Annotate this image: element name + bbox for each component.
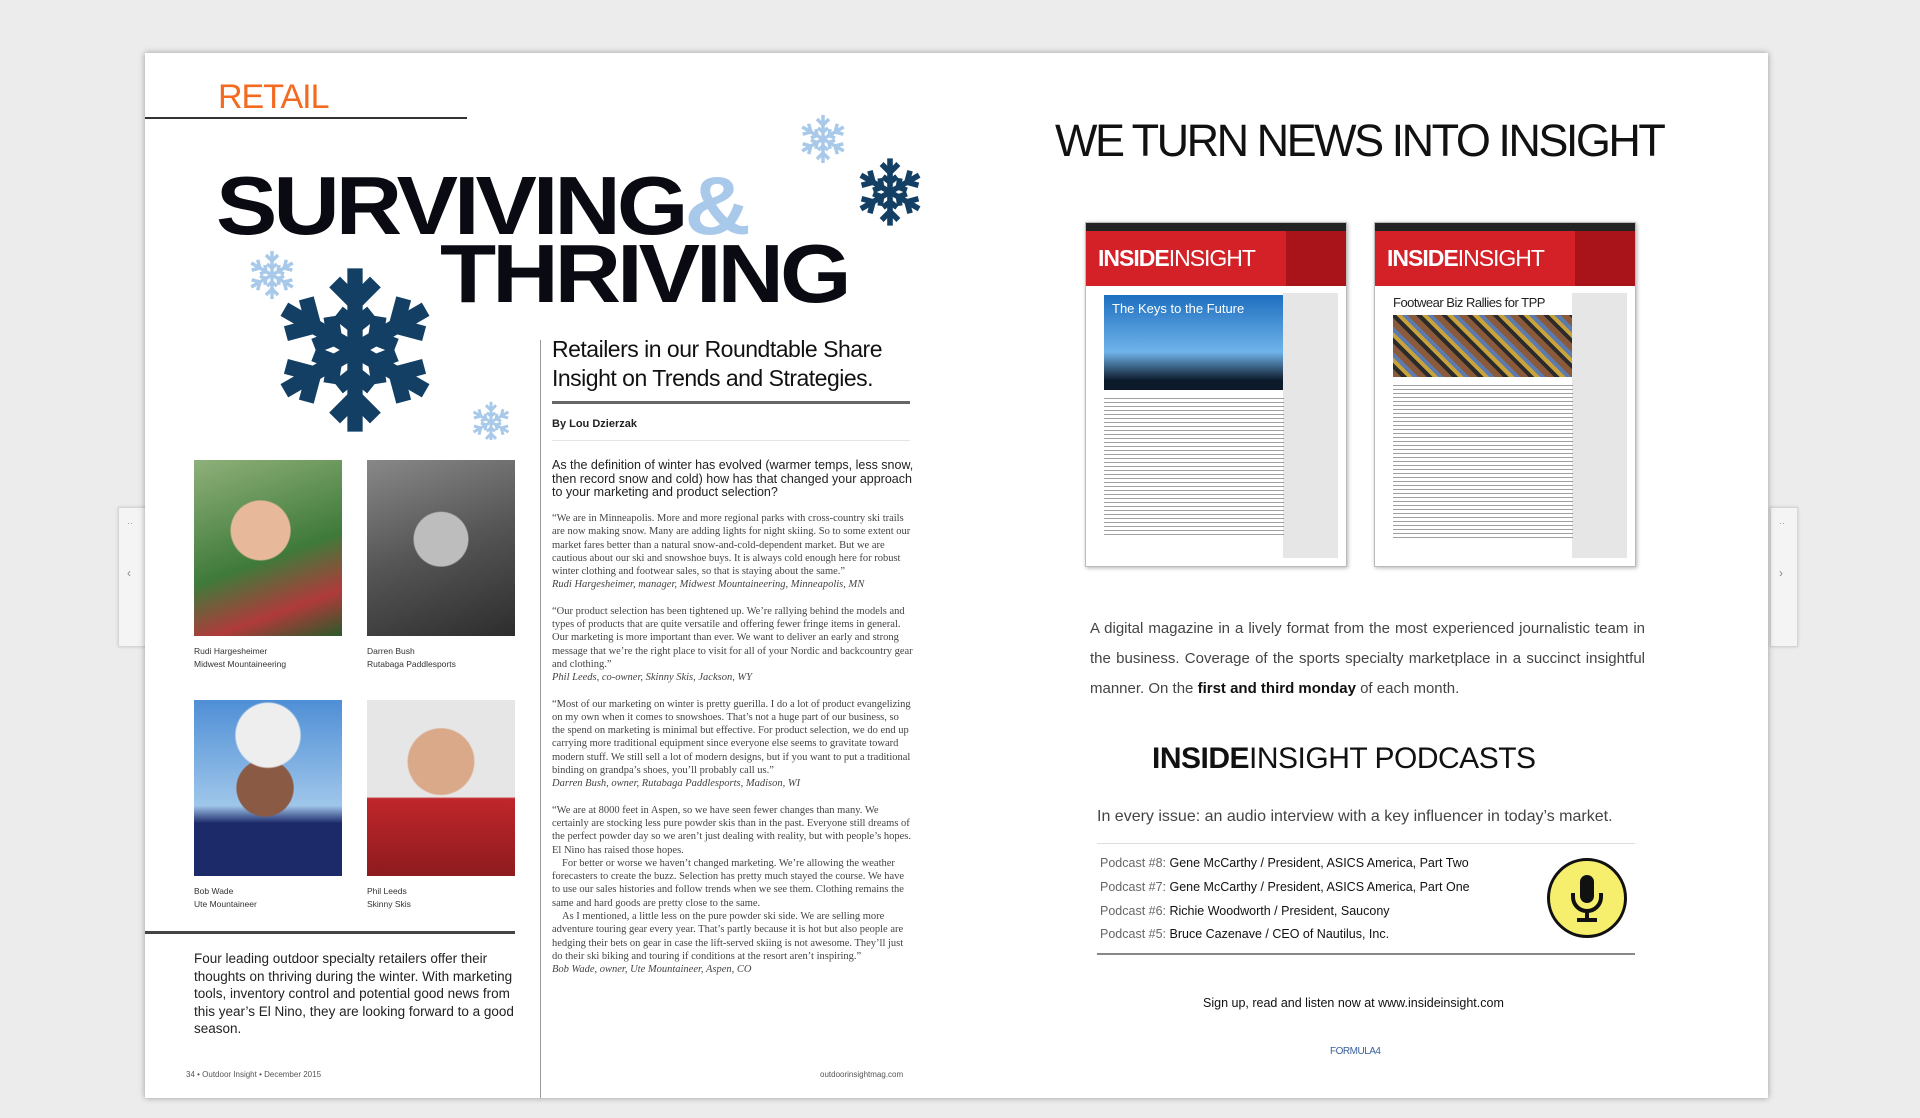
podcast-item[interactable]: Podcast #7: Gene McCarthy / President, ASICS America, Part One [1100, 880, 1470, 894]
grip-icon: ·· [127, 518, 133, 528]
podcast-item[interactable]: Podcast #5: Bruce Cazenave / CEO of Nautilus, Inc. [1100, 927, 1390, 941]
right-headline: WE TURN NEWS INTO INSIGHT [1055, 115, 1664, 166]
divider [145, 931, 515, 934]
small-snowflake-icon [248, 251, 296, 299]
page-folio: 34 • Outdoor Insight • December 2015 [186, 1070, 322, 1079]
photo-caption: Phil Leeds Skinny Skis [367, 886, 411, 909]
question: As the definition of winter has evolved (warmer temps, less snow, then record snow and cold) how has that changed your approach to your marketing and product selection? [552, 458, 914, 499]
divider [552, 401, 910, 404]
intro-text: Four leading outdoor specialty retailers offer their thoughts on thriving during the winter. With marketing tools, inventory control and potential good news from this year’s El Nino, they are looking forward to a good season. [194, 951, 514, 1036]
large-snowflake-icon [274, 268, 436, 431]
quote: “We are in Minneapolis. More and more regional parks with cross-country ski trails are now making snow. Many are adding lights for night skiing. So to some extent our market fares better than a natural snow-and-cold-dependent market. But we are cautious about our ski and snowshoe buys. It is always cold enough here for robust winter clothing and footwear sales, so that is staying about the same.” Rudi Hargesheimer, manager, Midwest Mountaineering, Minneapolis, MN [552, 513, 911, 591]
description: A digital magazine in a lively format from the most experienced journalistic team in the business. Coverage of the sports specialty marketplace in a succinct insightful manner. On the first and third monday of each month. [1090, 620, 1645, 697]
headline-ampersand: & [684, 160, 747, 252]
photo-darren-bush [367, 460, 515, 636]
cover-image: The Keys to the Future [1104, 295, 1284, 390]
footer-url: outdoorinsightmag.com [820, 1070, 904, 1079]
byline: By Lou Dzierzak [552, 418, 637, 430]
microphone-icon[interactable] [1547, 858, 1627, 938]
subtitle: Retailers in our Roundtable Share Insight on Trends and Strategies. [552, 336, 882, 391]
quote: As I mentioned, a little less on the pure powder ski side. We are selling more adventure touring gear every year. That’s partly because it is hot but also people are hedging their bets on gear in case the lift-served skiing is not awesome. They’ll just do their ski biking and touring if conditions at the resort aren’t inspiring.” [552, 911, 904, 962]
podcasts-title: INSIDEINSIGHT PODCASTS [1152, 742, 1536, 775]
chevron-right-icon: › [1779, 566, 1783, 580]
signup-text[interactable]: Sign up, read and listen now at www.insideinsight.com [1203, 996, 1504, 1010]
quote: “We are at 8000 feet in Aspen, so we have seen fewer changes than many. We certainly are stocking less pure powder skis than in the past. Everyone still dreams of the perfect powder day so we aren’t just dealing with reality, but with people’s hopes. El Nino has raised those hopes. [552, 804, 911, 856]
cover-thumbnail[interactable] [1374, 222, 1636, 567]
podcasts-tagline: In every issue: an audio interview with a key influencer in today’s market. [1097, 808, 1613, 825]
prev-page-tab[interactable] [118, 507, 146, 647]
attribution: Bob Wade, owner, Ute Mountaineer, Aspen, CO [552, 964, 752, 976]
section-label: RETAIL [218, 78, 329, 116]
photo-bob-wade [194, 700, 342, 876]
column-divider [540, 340, 541, 1098]
photo-rudi-hargesheimer [194, 460, 342, 636]
article-body [552, 512, 914, 977]
podcast-item[interactable]: Podcast #6: Richie Woodworth / President, Saucony [1100, 904, 1390, 918]
chevron-left-icon: ‹ [127, 566, 131, 580]
photo-caption: Bob Wade Ute Mountaineer [194, 886, 257, 909]
cover-thumbnail[interactable] [1085, 222, 1347, 567]
quote: For better or worse we haven’t changed marketing. We’re allowing the weather forecasters to create the buzz. Selection has pretty much stayed the course. We have to use our sales histories and follow trends when we see them. Clothing remains the same and hard goods are pretty close to the same. [552, 857, 905, 909]
medium-snowflake-icon [857, 158, 924, 225]
quote: “Our product selection has been tightened up. We’re rallying behind the models and types of products that are quite versatile and offering fewer fringe items in general. Our marketing is more important than ever. We want to deliver an early and strong message that we’re the right place to visit for all of your Nordic and backcountry gear and clothing.” Phil Leeds, co-owner, Skinny Skis, Jackson, WY [552, 605, 913, 684]
headline-line-2: THRIVING [440, 228, 848, 320]
headline-word: SURVIVING [216, 160, 685, 252]
cover-logo: INSIDEINSIGHT [1098, 245, 1255, 271]
cover-image [1393, 315, 1573, 377]
divider [1097, 843, 1635, 844]
grip-icon: ·· [1779, 518, 1785, 528]
small-snowflake-icon [799, 115, 847, 163]
divider [552, 440, 910, 441]
photo-caption: Rudi Hargesheimer Midwest Mountaineering [194, 646, 287, 669]
photo-phil-leeds [367, 700, 515, 876]
cover-story-title: Footwear Biz Rallies for TPP [1393, 295, 1545, 310]
brand-logo: FORMULA4 [1330, 1046, 1381, 1057]
podcast-item[interactable]: Podcast #8: Gene McCarthy / President, ASICS America, Part Two [1100, 856, 1469, 870]
photo-caption: Darren Bush Rutabaga Paddlesports [367, 646, 456, 669]
small-snowflake-icon [471, 402, 511, 440]
quote: “Most of our marketing on winter is pretty guerilla. I do a lot of product evangelizing on my own when it comes to snowshoes. That’s not a huge part of our business, so the spend on marketing is minimal but effective. For product selection, we do end up carrying more traditional equipment since everyone else seems to gravitate toward modern stuff. We still sell a lot of modern designs, but if you want to put a traditional binding on grandpa’s shoes, you’ll probably call us.” Darren Bush, owner, Rutabaga Paddlesports, Madison, WI [552, 698, 911, 790]
divider [1097, 953, 1635, 955]
next-page-tab[interactable] [1770, 507, 1798, 647]
cover-logo: INSIDEINSIGHT [1387, 245, 1544, 271]
